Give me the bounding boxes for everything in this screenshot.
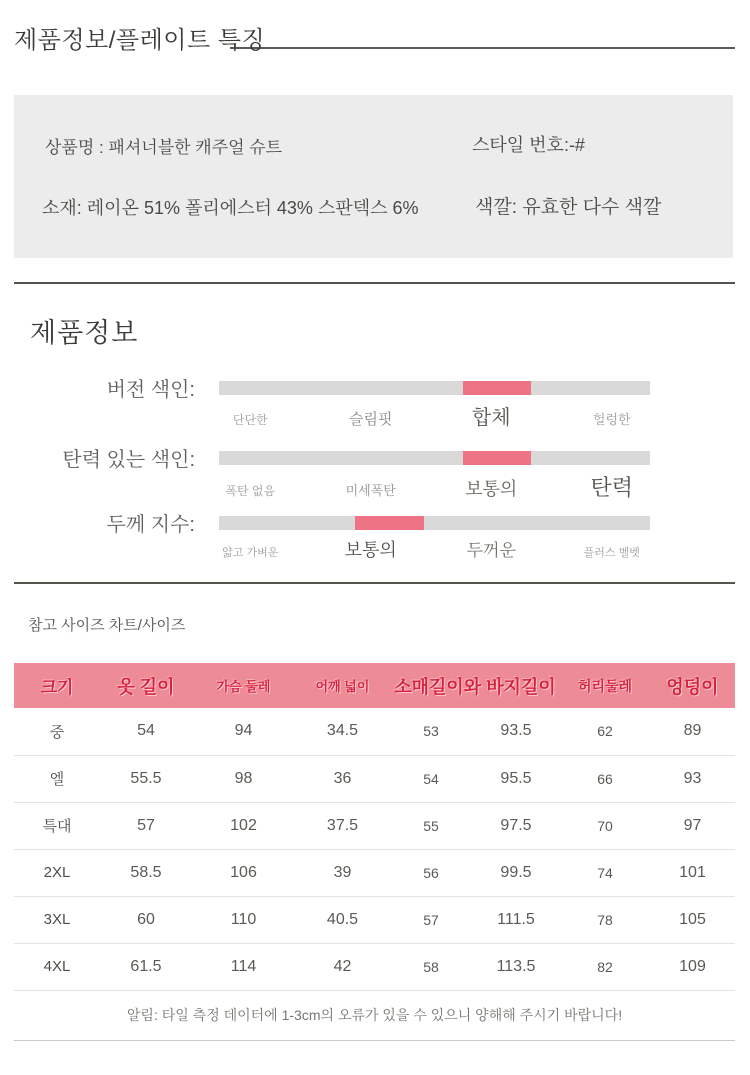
slider-track xyxy=(219,516,650,530)
section-divider xyxy=(14,582,735,584)
slider-options xyxy=(190,471,672,502)
measurement-cell: 58.5 xyxy=(130,863,162,881)
measurement-cell: 101 xyxy=(679,863,706,881)
color-text: 색깔: 유효한 다수 색깔 xyxy=(475,197,662,218)
measurement-cell: 99.5 xyxy=(500,863,532,881)
section-divider xyxy=(14,282,735,284)
slider-option-selected: 합체 xyxy=(471,407,511,429)
measurement-cell: 39 xyxy=(333,863,352,881)
product-name-text: 상품명 : 패셔너블한 캐주얼 슈트 xyxy=(45,138,283,157)
column-header: 크기 xyxy=(40,678,74,697)
measurement-cell: 57 xyxy=(137,816,155,834)
measurement-cell: 89 xyxy=(683,722,702,740)
measurement-cell: 36 xyxy=(333,769,352,787)
slider-row xyxy=(0,508,750,570)
slider-track xyxy=(219,381,650,395)
measurement-cell: 70 xyxy=(597,817,613,834)
size-label-cell: 특대 xyxy=(42,818,72,835)
slider-option: 두꺼운 xyxy=(466,541,516,560)
measurement-cell: 55.5 xyxy=(130,769,162,787)
measurement-cell: 37.5 xyxy=(326,816,359,834)
slider-label: 두께 지수: xyxy=(106,514,195,536)
measurement-cell: 114 xyxy=(230,957,257,975)
measurement-cell: 97 xyxy=(683,816,702,834)
measurement-cell: 111.5 xyxy=(497,910,535,928)
slider-label: 탄력 있는 색인: xyxy=(62,449,195,471)
size-label-cell: 엘 xyxy=(49,771,65,788)
slider-option-selected: 보통의 xyxy=(344,540,397,560)
table-row xyxy=(14,708,735,755)
slider-option: 탄력 xyxy=(590,475,633,500)
size-label-cell: 2XL xyxy=(43,864,71,881)
slider-row xyxy=(0,373,750,435)
measurement-cell: 102 xyxy=(230,816,257,834)
column-header: 어깨 넓이 xyxy=(315,679,370,694)
slider-option: 헐렁한 xyxy=(592,412,631,427)
measurement-cell: 53 xyxy=(423,723,439,740)
measurement-cell: 74 xyxy=(597,864,613,881)
slider-track xyxy=(219,451,650,465)
size-label-cell: 4XL xyxy=(43,958,71,975)
table-header-row xyxy=(14,663,735,708)
column-header: 가슴 둘레 xyxy=(216,679,271,694)
slider-options xyxy=(190,401,672,430)
column-header: 허리둘레 xyxy=(577,677,633,694)
slider-label: 버전 색인: xyxy=(106,379,195,401)
measurement-note: 알림: 타일 측정 데이터에 1-3cm의 오류가 있을 수 있으니 양해해 주시기 바랍니다! xyxy=(14,990,735,1041)
measurement-cell: 55 xyxy=(423,817,439,834)
measurement-cell: 54 xyxy=(137,722,155,740)
slider-highlight xyxy=(463,381,532,395)
slider-option: 단단한 xyxy=(232,413,268,427)
measurement-cell: 93.5 xyxy=(500,722,532,740)
page-title: 제품정보/플레이트 특징 xyxy=(14,27,266,54)
measurement-cell: 113.5 xyxy=(496,957,536,975)
slider-highlight xyxy=(355,516,424,530)
style-number-text: 스타일 번호:-# xyxy=(472,135,585,155)
slider-options xyxy=(190,536,672,562)
table-row xyxy=(14,943,735,990)
size-table-body xyxy=(14,708,735,990)
measurement-cell: 98 xyxy=(234,769,253,787)
measurement-cell: 57 xyxy=(423,911,439,928)
slider-option: 미세폭탄 xyxy=(345,483,396,498)
material-text: 소재: 레이온 51% 폴리에스터 43% 스판덱스 6% xyxy=(42,198,419,218)
size-chart-table xyxy=(14,663,735,991)
slider-option-selected: 보통의 xyxy=(465,479,518,499)
product-info-box xyxy=(14,95,733,258)
measurement-cell: 42 xyxy=(333,957,352,975)
table-row xyxy=(14,849,735,896)
measurement-cell: 110 xyxy=(230,910,257,928)
size-label-cell: 중 xyxy=(49,723,65,741)
measurement-cell: 66 xyxy=(597,770,613,787)
measurement-cell: 34.5 xyxy=(326,722,359,740)
measurement-cell: 58 xyxy=(423,958,439,975)
title-underline xyxy=(230,47,735,49)
measurement-cell: 78 xyxy=(597,911,613,928)
measurement-cell: 60 xyxy=(137,910,155,928)
measurement-cell: 105 xyxy=(679,910,706,928)
size-table-header xyxy=(14,663,735,708)
measurement-cell: 40.5 xyxy=(326,910,359,928)
measurement-cell: 61.5 xyxy=(130,957,162,975)
measurement-cell: 94 xyxy=(234,722,253,740)
measurement-cell: 54 xyxy=(423,770,439,787)
column-header: 엉덩이 xyxy=(666,676,719,697)
table-row xyxy=(14,755,735,802)
measurement-cell: 93 xyxy=(683,769,702,787)
measurement-cell: 95.5 xyxy=(500,769,532,787)
column-header: 소매길이와 바지길이 xyxy=(394,676,556,697)
measurement-cell: 62 xyxy=(597,723,613,740)
measurement-cell: 106 xyxy=(230,863,257,881)
table-row xyxy=(14,896,735,943)
column-header: 옷 길이 xyxy=(117,676,175,697)
measurement-cell: 109 xyxy=(679,957,706,975)
table-row xyxy=(14,802,735,849)
product-info-heading: 제품정보 xyxy=(30,318,139,348)
size-chart-heading: 참고 사이즈 차트/사이즈 xyxy=(28,617,186,634)
slider-option: 얇고 가벼운 xyxy=(222,547,279,559)
slider-option: 플러스 벨벳 xyxy=(583,547,640,559)
slider-highlight xyxy=(463,451,532,465)
size-label-cell: 3XL xyxy=(43,911,71,928)
slider-option: 폭탄 없음 xyxy=(225,484,276,498)
slider-row xyxy=(0,443,750,505)
measurement-cell: 56 xyxy=(423,864,439,881)
measurement-cell: 97.5 xyxy=(500,816,532,834)
slider-option: 슬림핏 xyxy=(349,411,393,428)
measurement-cell: 82 xyxy=(597,958,613,975)
